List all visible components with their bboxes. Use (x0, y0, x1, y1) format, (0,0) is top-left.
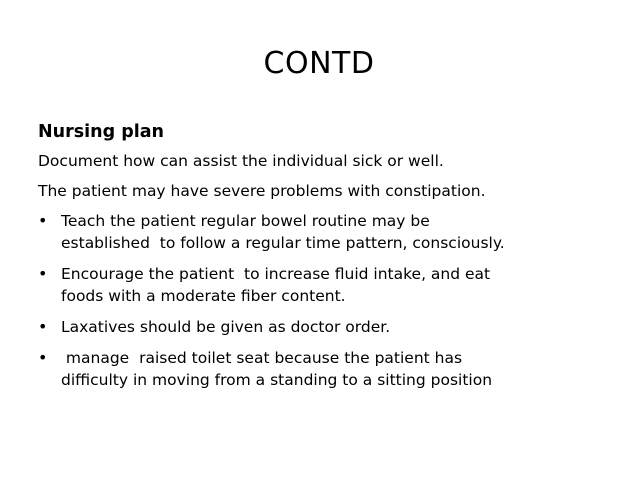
bullet-3-line-1: Laxatives should be given as doctor order. (61, 318, 391, 336)
bullet-list (38, 210, 618, 391)
bullet-item-3 (38, 316, 618, 338)
slide-content (38, 120, 618, 400)
bullet-icon: • (38, 348, 48, 367)
bullet-2-line-1: Encourage the patient to increase fluid intake, and eat (61, 265, 491, 283)
section-heading: Nursing plan (38, 122, 165, 142)
bullet-1-line-2: established to follow a regular time pattern, consciously. (61, 234, 505, 252)
bullet-4-line-1: manage raised toilet seat because the patient has (61, 349, 463, 367)
slide-title: CONTD (263, 46, 375, 81)
bullet-icon: • (38, 317, 48, 336)
paragraph-2: The patient may have severe problems with constipation. (38, 182, 486, 200)
bullet-icon: • (38, 264, 48, 283)
bullet-icon: • (38, 211, 48, 230)
bullet-1-line-1: Teach the patient regular bowel routine may be (61, 212, 430, 230)
bullet-4-line-2: difficulty in moving from a standing to a sitting position (61, 371, 493, 389)
bullet-item-2 (38, 263, 618, 307)
bullet-2-line-2: foods with a moderate fiber content. (61, 287, 346, 305)
bullet-item-1 (38, 210, 618, 254)
paragraph-1: Document how can assist the individual sick or well. (38, 152, 444, 170)
bullet-item-4 (38, 347, 618, 391)
